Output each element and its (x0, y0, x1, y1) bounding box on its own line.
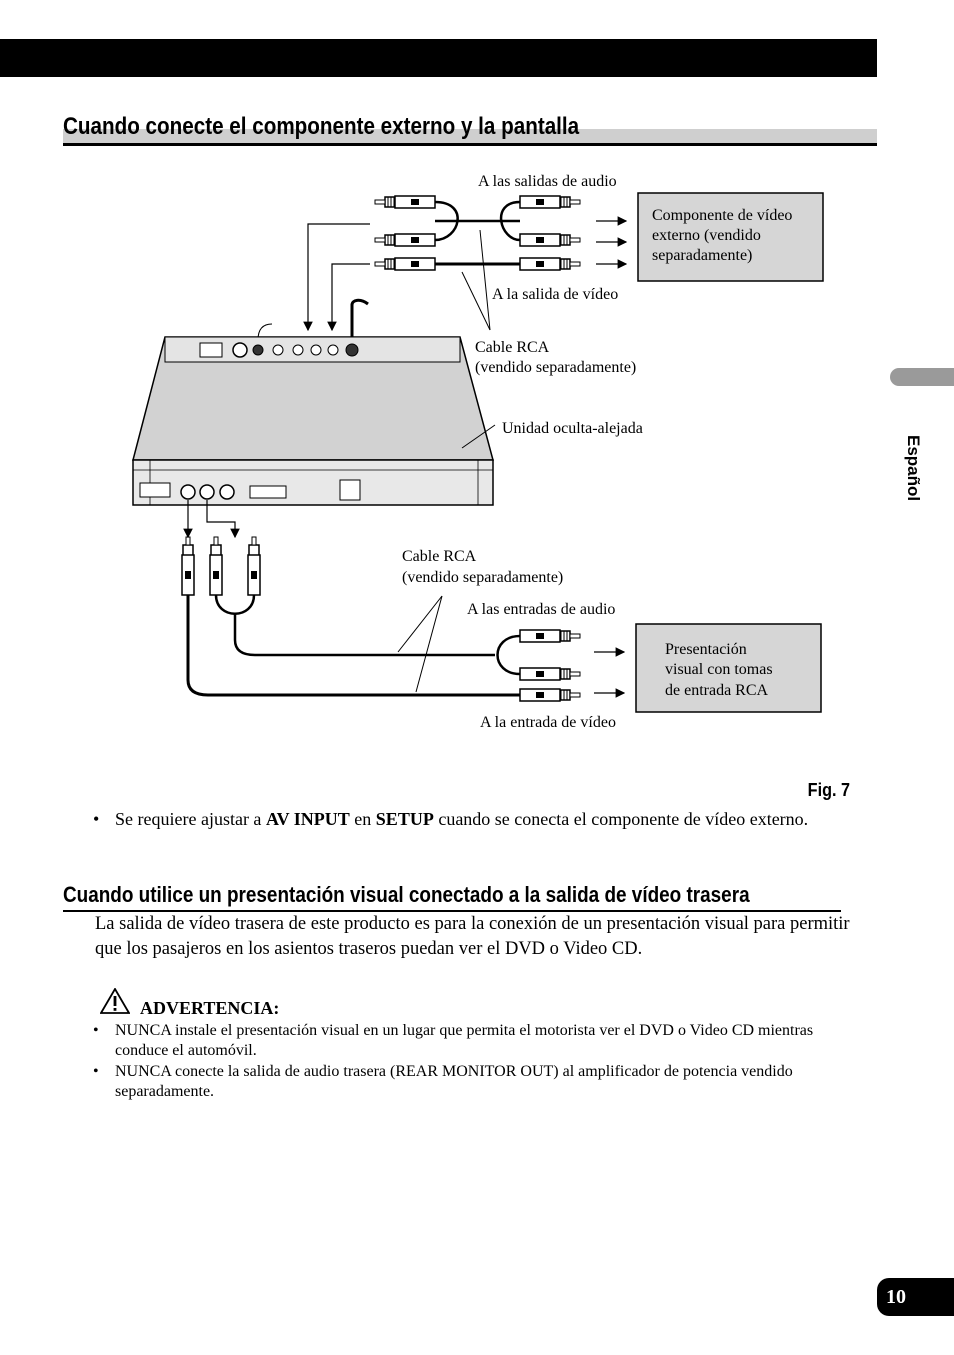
section-title: Cuando conecte el componente externo y la pantalla (63, 113, 580, 140)
section2-title: Cuando utilice un presentación visual conectado a la salida de vídeo trasera (63, 882, 750, 907)
svg-text:de entrada RCA: de entrada RCA (665, 682, 769, 699)
svg-text:A las salidas de audio: A las salidas de audio (478, 173, 617, 190)
svg-text:(vendido separadamente): (vendido separadamente) (475, 359, 637, 376)
upper-left-plugs (375, 196, 435, 270)
svg-text:Unidad oculta-alejada: Unidad oculta-alejada (502, 420, 643, 437)
svg-text:visual con tomas: visual con tomas (665, 661, 773, 678)
svg-text:Componente de vídeo: Componente de vídeo (652, 207, 793, 224)
header-bar (0, 39, 877, 77)
lower-right-plugs (520, 630, 580, 701)
lower-left-plugs (182, 537, 260, 595)
language-label: Español (904, 435, 923, 502)
svg-text:A las entradas de audio: A las entradas de audio (467, 601, 616, 618)
svg-text:externo (vendido: externo (vendido (652, 227, 761, 244)
upper-right-plugs (520, 196, 580, 270)
svg-text:Cable RCA: Cable RCA (402, 548, 477, 565)
svg-text:Cable RCA: Cable RCA (475, 339, 550, 356)
section2-paragraph: La salida de vídeo trasera de este producto es para la conexión de un presentación visual para permitir que los pasajeros en los asientos traseros puedan ver el DVD o Video CD. (95, 914, 850, 959)
figure-label: Fig. 7 (807, 780, 850, 800)
connection-diagram (0, 160, 954, 750)
warning-icon (100, 988, 130, 1014)
svg-text:Presentación: Presentación (665, 641, 747, 658)
section-title-rule (63, 143, 877, 146)
hide-away-unit (133, 337, 493, 505)
svg-text:A la salida de vídeo: A la salida de vídeo (492, 286, 619, 303)
svg-text:A la entrada de vídeo: A la entrada de vídeo (480, 714, 616, 731)
page-number: 10 (877, 1278, 954, 1316)
svg-text:(vendido separadamente): (vendido separadamente) (402, 569, 564, 586)
svg-text:separadamente): separadamente) (652, 247, 753, 264)
